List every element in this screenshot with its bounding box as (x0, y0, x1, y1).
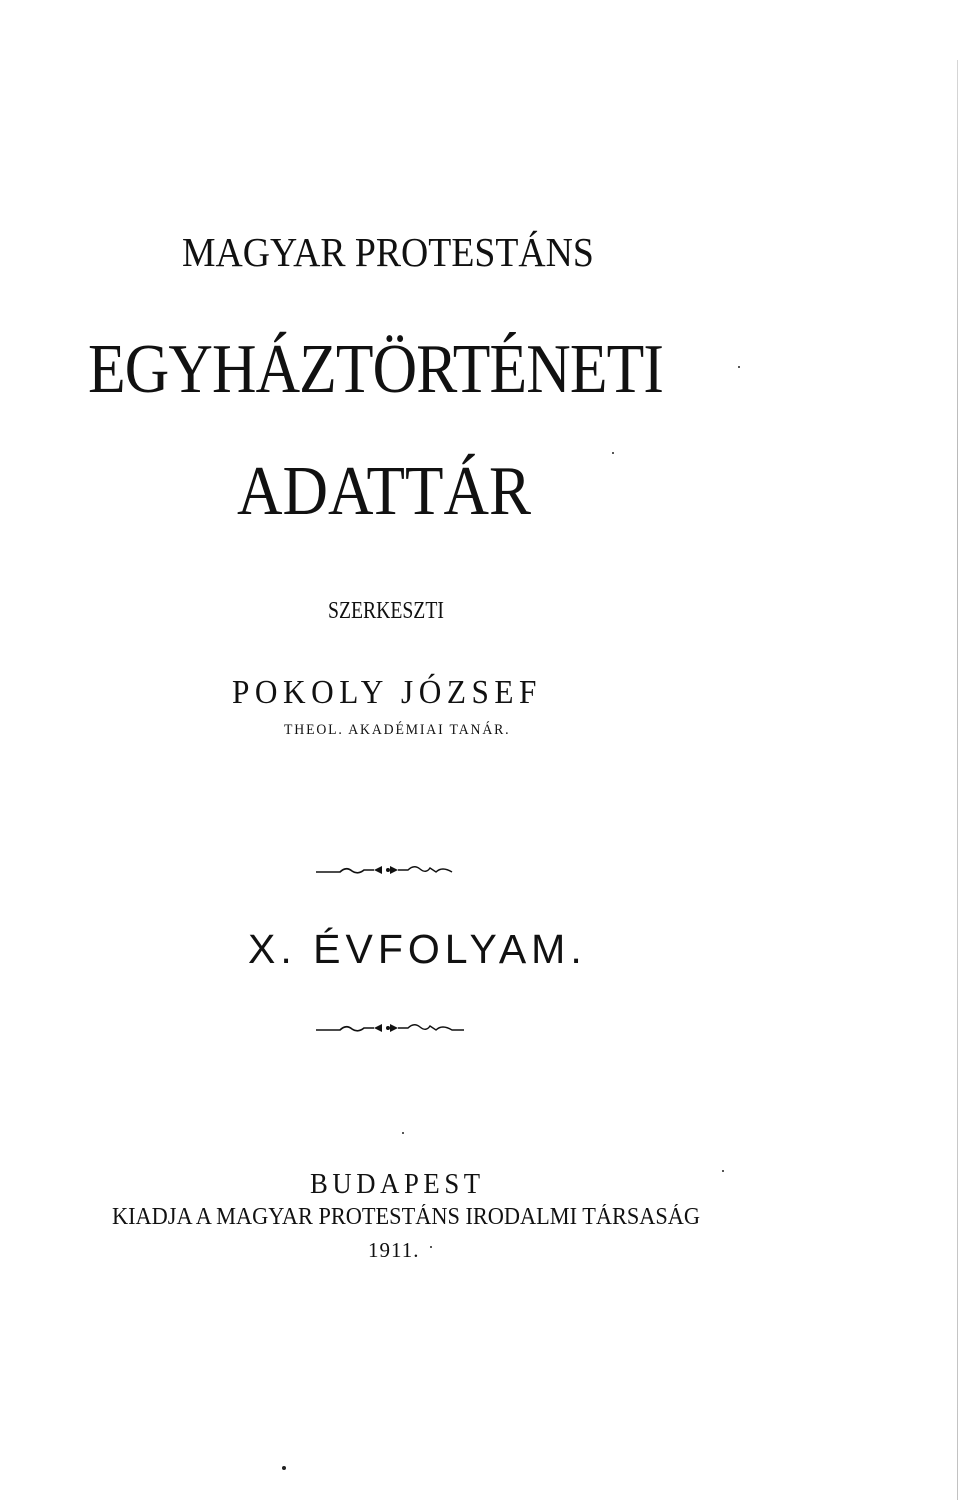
volume-number: X. ÉVFOLYAM. (248, 926, 587, 972)
scan-speck (722, 1170, 724, 1172)
publisher: KIADJA A MAGYAR PROTESTÁNS IRODALMI TÁRSASÁG (112, 1204, 701, 1230)
scan-speck (612, 452, 614, 454)
editor-name: POKOLY JÓZSEF (232, 674, 542, 711)
ornament-rule-bottom (312, 1018, 472, 1038)
scan-speck (430, 1246, 432, 1248)
scan-speck (282, 1466, 286, 1470)
series-title-line-2: EGYHÁZTÖRTÉNETI (88, 331, 664, 408)
scan-speck (738, 366, 740, 368)
editor-title: THEOL. AKADÉMIAI TANÁR. (284, 722, 511, 738)
series-title-line-1: MAGYAR PROTESTÁNS (182, 229, 594, 275)
publication-year: 1911. (368, 1238, 420, 1262)
publication-place: BUDAPEST (310, 1168, 485, 1200)
editor-label: SZERKESZTI (328, 598, 444, 624)
series-title-line-3: ADATTÁR (237, 453, 531, 530)
ornament-rule-top (312, 860, 462, 880)
scan-speck (402, 1132, 404, 1134)
page-edge (957, 60, 958, 1500)
